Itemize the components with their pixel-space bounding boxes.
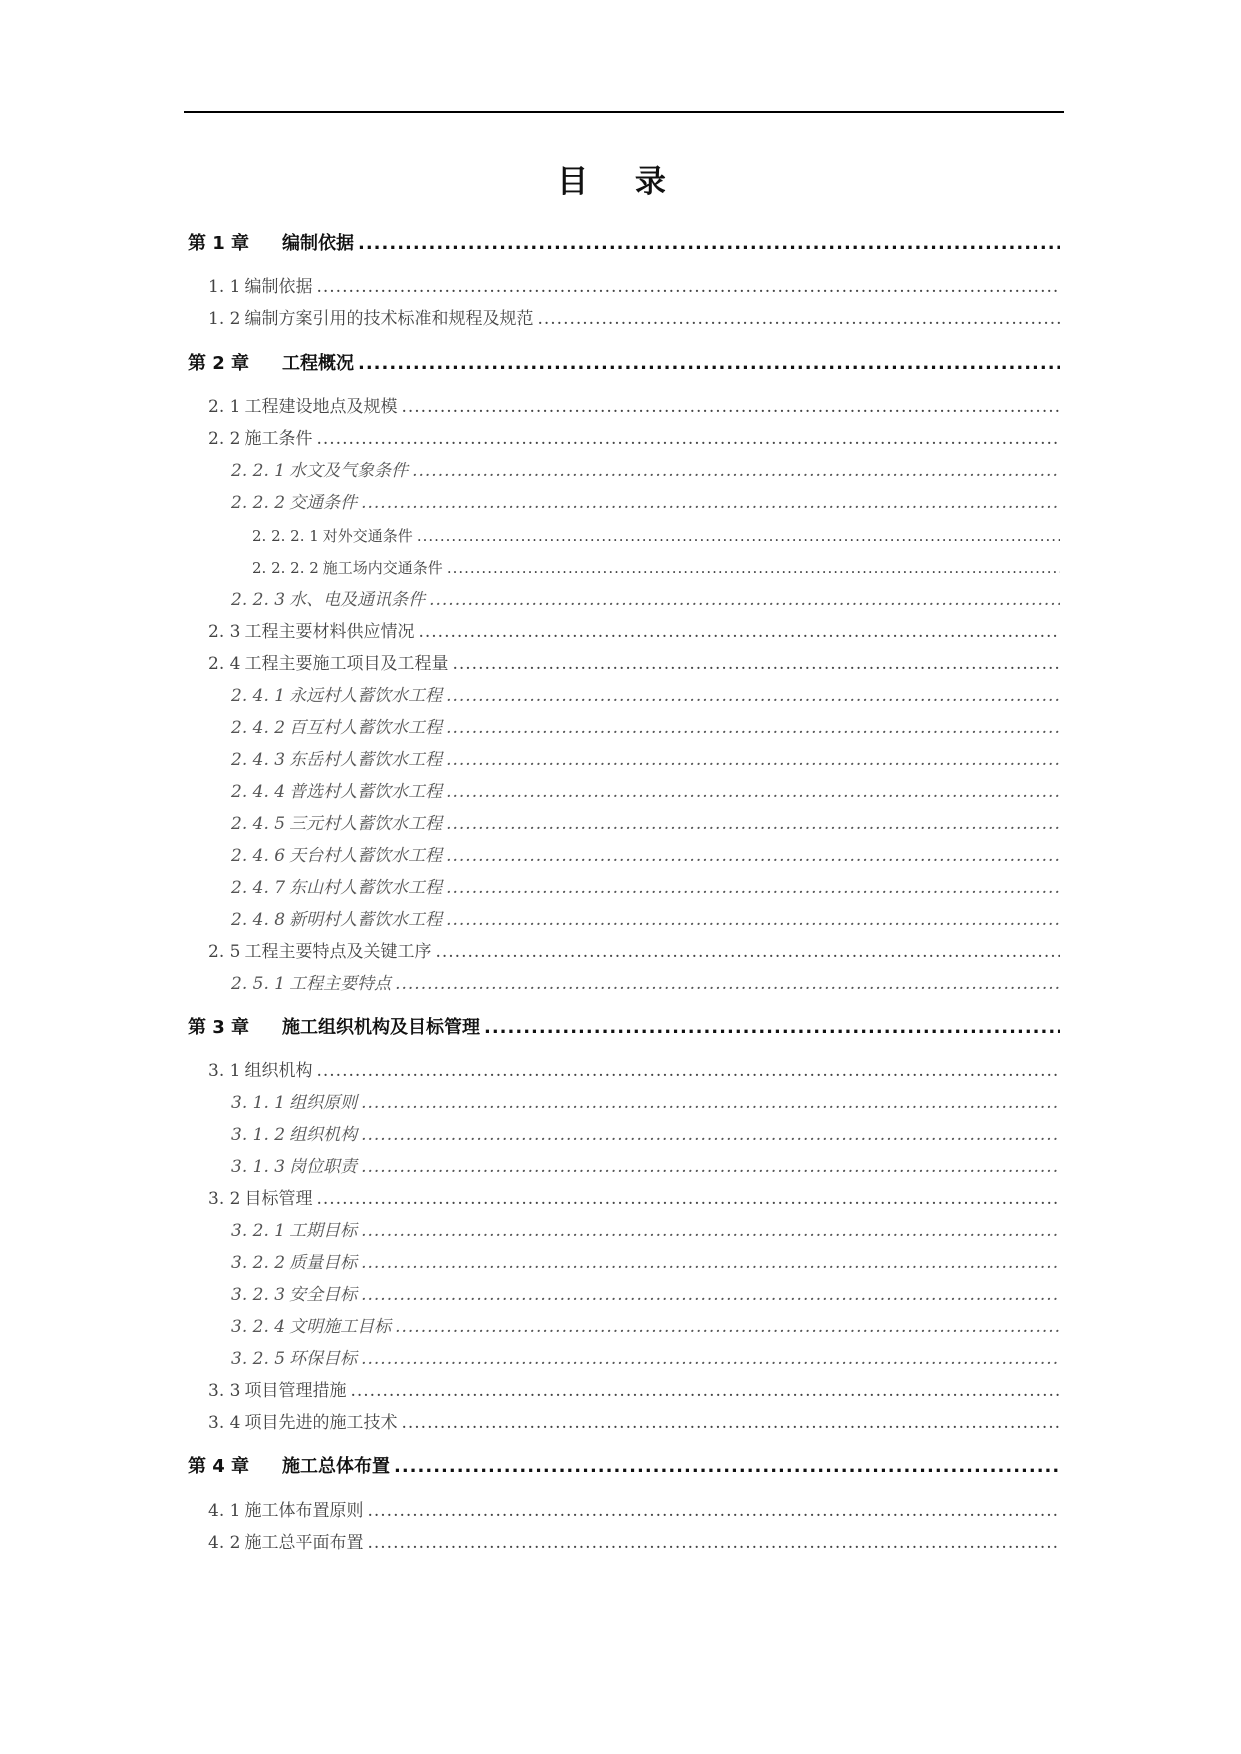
toc-entry-text: 组织机构 [244,1061,313,1081]
toc-entry[interactable] [231,491,1060,515]
toc-dot-leader [418,620,1060,644]
toc-entry[interactable] [208,1379,1060,1403]
toc-entry-text: 水文及气象条件 [289,461,409,481]
toc-dot-leader [361,1155,1060,1179]
toc-entry-label [231,812,442,836]
toc-dot-leader [361,1091,1060,1115]
toc-entry[interactable] [208,1059,1060,1083]
toc-entry-number: 3. 1. 2 [231,1125,286,1145]
toc-entry-label [231,748,442,772]
toc-entry-label [188,1016,480,1040]
toc-entry-number: 2. 4. 5 [231,814,286,834]
toc-dot-leader [361,1283,1060,1307]
toc-entry-text: 永远村人蓄饮水工程 [289,686,443,706]
toc-entry[interactable] [231,716,1060,740]
toc-entry-number: 3. 3 [208,1381,241,1401]
toc-entry-number: 2. 5 [208,942,241,962]
toc-entry-label [231,491,357,515]
toc-entry-label [208,620,414,644]
toc-entry-number: 3. 2. 4 [231,1317,286,1337]
toc-entry-text: 组织原则 [289,1093,358,1113]
toc-dot-leader [358,352,1060,376]
toc-entry[interactable] [208,1499,1060,1523]
toc-entry-number: 3. 2 [208,1189,241,1209]
toc-entry-label [188,1455,390,1479]
toc-entry[interactable] [231,876,1060,900]
toc-entry-label [208,652,448,676]
toc-entry-label [252,524,413,548]
toc-entry[interactable] [231,1123,1060,1147]
toc-dot-leader [350,1379,1060,1403]
toc-entry-number: 4. 1 [208,1501,241,1521]
toc-entry-text: 编制方案引用的技术标准和规程及规范 [244,309,534,329]
toc-entry-label [231,459,408,483]
toc-entry-label [231,716,442,740]
toc-dot-leader [358,232,1060,256]
toc-entry-text: 岗位职责 [289,1157,358,1177]
toc-entry-label [208,1059,312,1083]
toc-entry[interactable] [231,780,1060,804]
toc-entry[interactable] [231,1155,1060,1179]
toc-entry-text: 环保目标 [289,1349,358,1369]
toc-entry[interactable] [231,684,1060,708]
toc-dot-leader [367,1499,1060,1523]
toc-chapter-entry[interactable] [188,232,1060,256]
toc-dot-leader [361,1251,1060,1275]
toc-entry-text: 项目先进的施工技术 [244,1413,398,1433]
toc-entry-number: 3. 2. 5 [231,1349,286,1369]
toc-entry[interactable] [231,588,1060,612]
toc-entry-number: 2. 2. 2. 1 [252,527,319,545]
toc-entry-text: 水、电及通讯条件 [289,590,426,610]
toc-entry-number: 2. 4. 4 [231,782,286,802]
toc-entry-label [208,1187,312,1211]
toc-entry[interactable] [231,1091,1060,1115]
toc-entry-text: 交通条件 [289,493,358,513]
toc-entry-label [231,1315,391,1339]
toc-entry[interactable] [231,1219,1060,1243]
toc-entry-number: 2. 4. 1 [231,686,286,706]
toc-entry-number: 第 4 章 [188,1456,250,1477]
toc-entry-text: 施工组织机构及目标管理 [282,1017,480,1038]
toc-entry[interactable] [208,1531,1060,1555]
toc-entry-number: 4. 2 [208,1533,241,1553]
toc-entry-text: 工程概况 [282,353,354,374]
toc-entry-label [231,876,442,900]
toc-dot-leader [446,876,1060,900]
toc-entry-text: 工期目标 [289,1221,358,1241]
toc-entry-label [231,908,442,932]
toc-entry-text: 工程建设地点及规模 [244,397,398,417]
toc-chapter-entry[interactable] [188,352,1060,376]
toc-entry-text: 组织机构 [289,1125,358,1145]
toc-entry-text: 施工总平面布置 [244,1533,364,1553]
toc-entry-label [208,1499,363,1523]
toc-title: 目 录 [557,164,684,200]
toc-entry-label [231,1219,357,1243]
toc-entry-label [231,972,391,996]
toc-entry-text: 工程主要材料供应情况 [244,622,415,642]
toc-entry-number: 2. 3 [208,622,241,642]
toc-entry-label [188,352,354,376]
toc-entry-number: 3. 2. 1 [231,1221,286,1241]
toc-entry-text: 工程主要特点 [289,974,392,994]
toc-entry-number: 2. 2. 1 [231,461,286,481]
toc-dot-leader [361,491,1060,515]
toc-entry-text: 编制依据 [244,277,313,297]
toc-entry-label [208,307,533,331]
toc-entry-number: 2. 4. 7 [231,878,286,898]
toc-entry-text: 施工体布置原则 [244,1501,364,1521]
toc-entry-number: 2. 1 [208,397,241,417]
toc-dot-leader [435,940,1060,964]
toc-entry-number: 2. 2. 2 [231,493,286,513]
toc-entry[interactable] [208,1187,1060,1211]
toc-entry-label [231,1347,357,1371]
toc-entry-text: 项目管理措施 [244,1381,347,1401]
toc-entry-text: 东岳村人蓄饮水工程 [289,750,443,770]
toc-dot-leader [446,780,1060,804]
toc-entry-label [208,1531,363,1555]
toc-entry-label [231,588,425,612]
toc-entry[interactable] [231,844,1060,868]
toc-dot-leader [316,275,1060,299]
toc-entry[interactable] [231,1315,1060,1339]
toc-entry-number: 2. 5. 1 [231,974,286,994]
toc-dot-leader [446,684,1060,708]
toc-chapter-entry[interactable] [188,1016,1060,1040]
toc-entry-text: 天台村人蓄饮水工程 [289,846,443,866]
toc-dot-leader [452,652,1060,676]
toc-entry-number: 3. 2. 3 [231,1285,286,1305]
toc-entry-label [231,1283,357,1307]
toc-entry-label [208,1379,346,1403]
toc-entry-label [208,427,312,451]
toc-entry-number: 2. 4 [208,654,241,674]
toc-entry[interactable] [208,1411,1060,1435]
toc-entry-text: 安全目标 [289,1285,358,1305]
toc-entry-number: 2. 4. 2 [231,718,286,738]
toc-entry[interactable] [208,940,1060,964]
toc-entry-text: 东山村人蓄饮水工程 [289,878,443,898]
toc-dot-leader [367,1531,1060,1555]
toc-entry-label [208,1411,397,1435]
toc-dot-leader [537,307,1060,331]
toc-entry-text: 新明村人蓄饮水工程 [289,910,443,930]
toc-entry-number: 3. 2. 2 [231,1253,286,1273]
toc-entry-text: 三元村人蓄饮水工程 [289,814,443,834]
toc-entry-number: 2. 4. 8 [231,910,286,930]
toc-dot-leader [446,908,1060,932]
toc-entry-text: 施工场内交通条件 [322,559,443,577]
toc-entry-number: 第 2 章 [188,353,250,374]
toc-entry-text: 工程主要特点及关键工序 [244,942,432,962]
toc-entry[interactable] [231,1347,1060,1371]
toc-entry-text: 施工条件 [244,429,313,449]
toc-entry-number: 1. 1 [208,277,241,297]
toc-dot-leader [316,427,1060,451]
toc-entry-number: 2. 4. 3 [231,750,286,770]
toc-dot-leader [395,972,1060,996]
toc-entry-text: 百互村人蓄饮水工程 [289,718,443,738]
toc-entry-number: 2. 2. 3 [231,590,286,610]
toc-entry[interactable] [252,556,1060,580]
toc-entry[interactable] [208,275,1060,299]
toc-entry-label [231,1123,357,1147]
toc-entry[interactable] [231,908,1060,932]
toc-entry-label [231,1091,357,1115]
toc-entry-number: 3. 1. 3 [231,1157,286,1177]
toc-entry-number: 第 1 章 [188,233,250,254]
toc-dot-leader [361,1347,1060,1371]
toc-dot-leader [401,395,1060,419]
toc-entry-number: 3. 1 [208,1061,241,1081]
toc-entry-text: 对外交通条件 [322,527,413,545]
toc-entry-number: 3. 1. 1 [231,1093,286,1113]
toc-entry-number: 第 3 章 [188,1017,250,1038]
toc-dot-leader [361,1123,1060,1147]
toc-entry-text: 目标管理 [244,1189,313,1209]
toc-entry-label [208,940,431,964]
toc-dot-leader [429,588,1060,612]
toc-entry-number: 3. 4 [208,1413,241,1433]
toc-entry[interactable] [231,459,1060,483]
toc-entry-number: 2. 2 [208,429,241,449]
toc-dot-leader [316,1187,1060,1211]
toc-dot-leader [446,748,1060,772]
toc-entry[interactable] [231,1283,1060,1307]
toc-entry-number: 1. 2 [208,309,241,329]
toc-entry-text: 施工总体布置 [282,1456,390,1477]
toc-entry-label [231,780,442,804]
toc-entry[interactable] [208,395,1060,419]
toc-entry-text: 文明施工目标 [289,1317,392,1337]
toc-entry-number: 2. 2. 2. 2 [252,559,319,577]
toc-entry[interactable] [208,307,1060,331]
toc-dot-leader [446,812,1060,836]
toc-entry[interactable] [231,972,1060,996]
toc-entry-label [188,232,354,256]
toc-entry-text: 编制依据 [282,233,354,254]
toc-entry-text: 普选村人蓄饮水工程 [289,782,443,802]
toc-entry[interactable] [208,652,1060,676]
toc-entry[interactable] [231,812,1060,836]
toc-entry[interactable] [208,620,1060,644]
toc-dot-leader [394,1455,1060,1479]
toc-entry-label [231,1155,357,1179]
toc-entry-text: 工程主要施工项目及工程量 [244,654,449,674]
toc-entry[interactable] [208,427,1060,451]
toc-entry[interactable] [231,748,1060,772]
toc-dot-leader [395,1315,1060,1339]
toc-entry-label [208,275,312,299]
toc-dot-leader [316,1059,1060,1083]
toc-dot-leader [484,1016,1060,1040]
toc-entry-label [252,556,443,580]
toc-entry-label [231,684,442,708]
toc-entry-text: 质量目标 [289,1253,358,1273]
toc-dot-leader [446,844,1060,868]
toc-dot-leader [412,459,1060,483]
toc-entry-number: 2. 4. 6 [231,846,286,866]
toc-entry-label [231,844,442,868]
toc-dot-leader [361,1219,1060,1243]
toc-dot-leader [417,524,1060,548]
toc-entry[interactable] [231,1251,1060,1275]
toc-entry-label [208,395,397,419]
toc-dot-leader [401,1411,1060,1435]
toc-dot-leader [447,556,1060,580]
toc-entry-label [231,1251,357,1275]
toc-entry[interactable] [252,524,1060,548]
toc-chapter-entry[interactable] [188,1455,1060,1479]
toc-dot-leader [446,716,1060,740]
